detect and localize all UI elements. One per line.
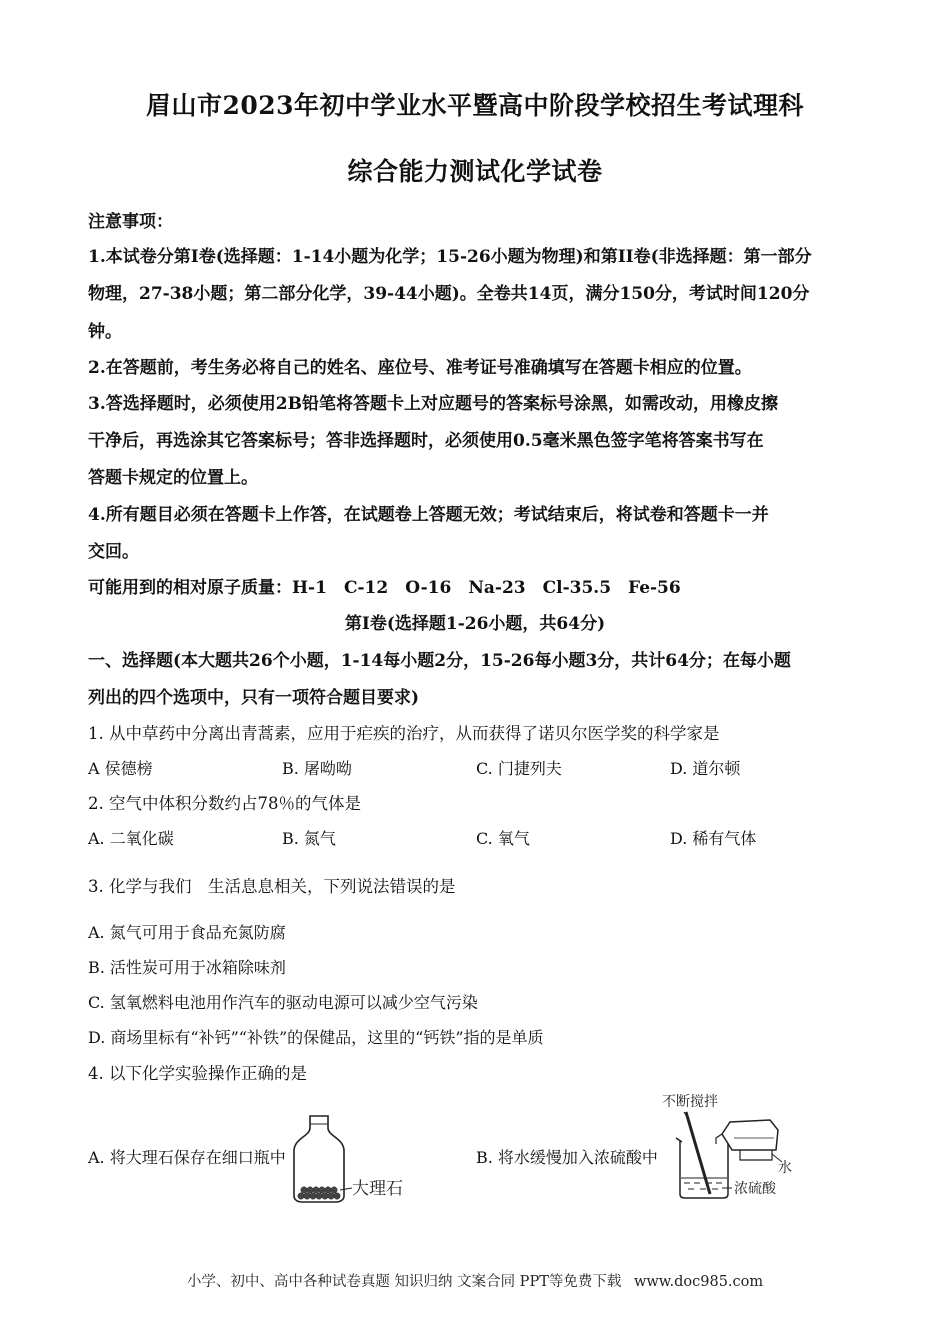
question-1-option-c[interactable]: C. 门捷列夫 [476,759,562,778]
notice-line-5: 3.答选择题时，必须使用2B铅笔将答题卡上对应题号的答案标号涂黑，如需改动，用橡皮擦 [88,394,778,414]
acid-label: 浓硫酸 [734,1181,776,1197]
marble-label: 大理石 [352,1179,403,1199]
beaker-dilution-figure [660,1090,810,1202]
section-heading: 第I卷(选择题1-26小题，共64分) [344,614,606,634]
question-2-option-c[interactable]: C. 氧气 [476,829,530,848]
question-1-stem: 1. 从中草药中分离出青蒿素，应用于疟疾的治疗，从而获得了诺贝尔医学奖的科学家是 [88,724,720,743]
page-footer [0,1270,950,1291]
notice-line-2: 物理，27-38小题；第二部分化学，39-44小题)。全卷共14页，满分150分，考试时间120分 [88,284,810,304]
footer-url[interactable]: www.doc985.com [633,1274,764,1290]
notice-line-9: 交回。 [88,542,139,562]
question-3-option-a[interactable]: A. 氮气可用于食品充氮防腐 [88,923,286,942]
question-3-option-d[interactable]: D. 商场里标有“补钙”“补铁”的保健品，这里的“钙铁”指的是单质 [88,1028,544,1047]
part-instructions-line2: 列出的四个选项中，只有一项符合题目要求) [88,688,420,708]
stir-label: 不断搅拌 [662,1094,718,1110]
notice-heading: 注意事项： [88,212,173,232]
notice-line-4: 2.在答题前，考生务必将自己的姓名、座位号、准考证号准确填写在答题卡相应的位置。 [88,358,752,378]
water-label: 水 [778,1160,792,1176]
notice-line-8: 4.所有题目必须在答题卡上作答，在试题卷上答题无效；考试结束后，将试卷和答题卡一并 [88,505,769,525]
question-2-stem: 2. 空气中体积分数约占78％的气体是 [88,794,361,813]
part-instructions-line1: 一、选择题(本大题共26个小题，1-14每小题2分，15-26每小题3分，共计64分；在每小题 [88,651,791,671]
notice-line-6: 干净后，再选涂其它答案标号；答非选择题时，必须使用0.5毫米黑色签字笔将答案书写在 [88,431,764,451]
notice-line-1: 1.本试卷分第I卷(选择题：1-14小题为化学；15-26小题为物理)和第II卷(非选择题：第一部分 [88,247,812,267]
exam-title-line2: 综合能力测试化学试卷 [347,157,603,186]
question-3-stem: 3. 化学与我们 生活息息相关，下列说法错误的是 [88,877,456,896]
question-1-option-a[interactable]: A 侯德榜 [88,759,153,778]
narrow-mouth-bottle-figure [288,1110,418,1205]
notice-line-3: 钟。 [88,322,122,342]
question-1-option-d[interactable]: D. 道尔顿 [670,759,741,778]
question-2-option-d[interactable]: D. 稀有气体 [670,829,757,848]
question-4-stem: 4. 以下化学实验操作正确的是 [88,1064,307,1083]
question-4-option-b[interactable]: B. 将水缓慢加入浓硫酸中 [476,1148,658,1167]
question-4-option-a[interactable]: A. 将大理石保存在细口瓶中 [88,1148,286,1167]
question-3-option-c[interactable]: C. 氢氧燃料电池用作汽车的驱动电源可以减少空气污染 [88,993,478,1012]
question-2-option-b[interactable]: B. 氮气 [282,829,336,848]
exam-title-line1: 眉山市2023年初中学业水平暨高中阶段学校招生考试理科 [145,91,805,120]
question-2-option-a[interactable]: A. 二氧化碳 [88,829,174,848]
question-3-option-b[interactable]: B. 活性炭可用于冰箱除味剂 [88,958,286,977]
question-1-option-b[interactable]: B. 屠呦呦 [282,759,352,778]
atomic-mass-line: 可能用到的相对原子质量：H-1 C-12 O-16 Na-23 Cl-35.5 Fe-56 [88,578,681,598]
notice-line-7: 答题卡规定的位置上。 [88,468,258,488]
footer-text: 小学、初中、高中各种试卷真题 知识归纳 文案合同 PPT等免费下载 [186,1274,622,1290]
